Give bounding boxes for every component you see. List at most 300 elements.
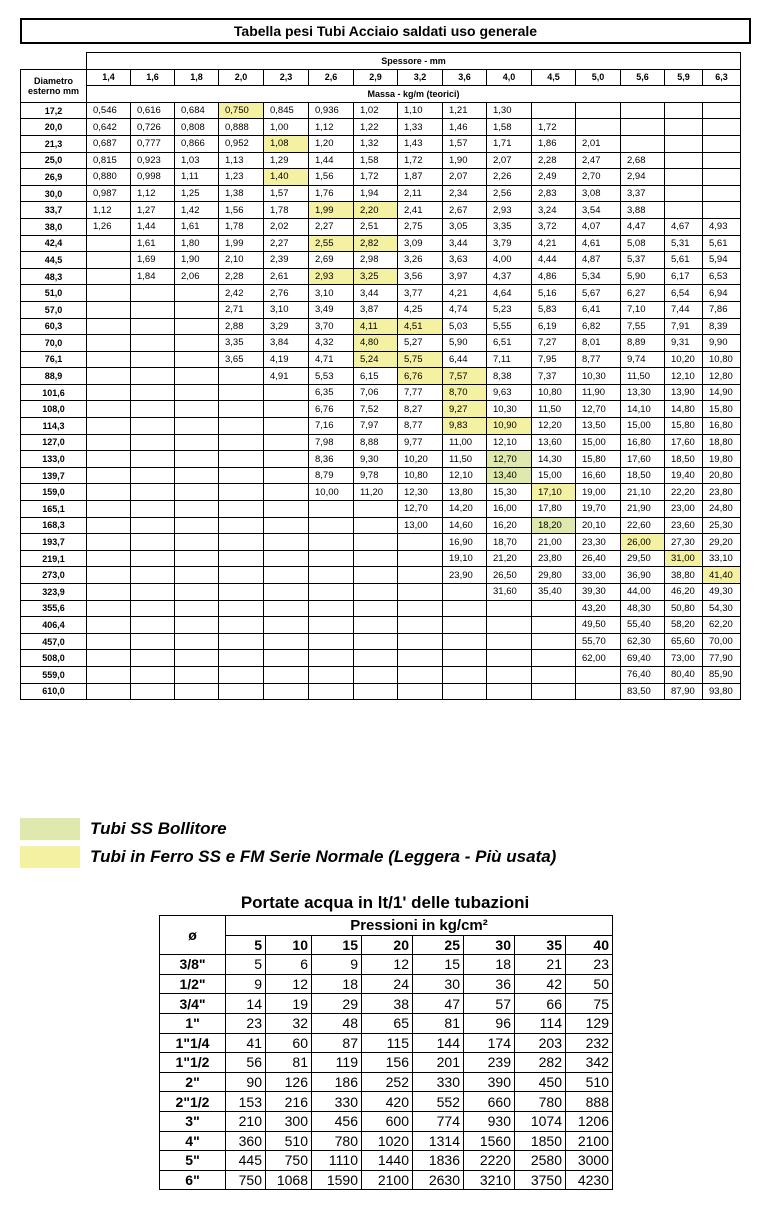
mass-cell: 3,77 (398, 285, 443, 302)
thickness-value: 1,4 (87, 69, 131, 86)
mass-cell: 3,05 (443, 218, 487, 235)
flow-cell: 1850 (515, 1131, 566, 1151)
table-row (21, 467, 741, 484)
mass-cell: 4,07 (576, 218, 621, 235)
mass-cell: 0,808 (175, 119, 219, 136)
pipe-size-cell: 1" (160, 1013, 226, 1033)
table-row (21, 218, 741, 235)
mass-cell: 7,11 (487, 351, 532, 368)
mass-cell (131, 401, 175, 418)
mass-cell: 7,06 (354, 384, 398, 401)
mass-cell: 5,03 (443, 318, 487, 335)
mass-cell: 14,10 (621, 401, 665, 418)
mass-cell (131, 351, 175, 368)
flow-cell: 18 (464, 955, 515, 975)
mass-cell: 2,34 (443, 185, 487, 202)
mass-cell: 0,936 (309, 102, 354, 119)
table-row (160, 994, 613, 1014)
mass-cell: 1,12 (87, 202, 131, 219)
mass-cell (576, 119, 621, 136)
mass-cell: 5,27 (398, 335, 443, 352)
mass-cell (219, 600, 264, 617)
weights-table-title: Tabella pesi Tubi Acciaio saldati uso generale (20, 18, 751, 44)
legend-item-serie-normale (20, 846, 556, 868)
mass-cell: 1,94 (354, 185, 398, 202)
mass-cell: 8,27 (398, 401, 443, 418)
mass-cell: 19,10 (443, 550, 487, 567)
table-row (21, 169, 741, 186)
mass-cell: 1,61 (131, 235, 175, 252)
mass-header: Massa - kg/m (teorici) (87, 86, 741, 103)
mass-cell: 13,30 (621, 384, 665, 401)
thickness-value: 3,6 (443, 69, 487, 86)
flow-cell: 1440 (362, 1151, 413, 1171)
mass-cell: 1,44 (309, 152, 354, 169)
mass-cell: 8,79 (309, 467, 354, 484)
mass-cell (264, 600, 309, 617)
mass-cell: 3,44 (443, 235, 487, 252)
table-row (21, 202, 741, 219)
mass-cell: 0,923 (131, 152, 175, 169)
mass-cell: 1,40 (264, 169, 309, 186)
mass-cell (487, 666, 532, 683)
mass-cell (264, 434, 309, 451)
flow-cell: 2100 (566, 1131, 613, 1151)
mass-cell: 0,845 (264, 102, 309, 119)
mass-cell: 76,40 (621, 666, 665, 683)
mass-cell (703, 119, 741, 136)
mass-cell: 7,55 (621, 318, 665, 335)
diameter-cell: 193,7 (21, 534, 87, 551)
mass-cell: 4,47 (621, 218, 665, 235)
mass-cell (131, 467, 175, 484)
mass-cell: 18,70 (487, 534, 532, 551)
mass-cell: 15,00 (621, 418, 665, 435)
table-row (21, 650, 741, 667)
mass-cell (398, 534, 443, 551)
table-row (21, 235, 741, 252)
mass-cell: 15,00 (532, 467, 576, 484)
mass-cell (87, 501, 131, 518)
mass-cell (87, 318, 131, 335)
mass-cell (175, 368, 219, 385)
flow-cell: 2580 (515, 1151, 566, 1171)
mass-cell: 4,00 (487, 252, 532, 269)
mass-cell (354, 584, 398, 601)
mass-cell (665, 119, 703, 136)
mass-cell: 2,70 (576, 169, 621, 186)
table-row (160, 1013, 613, 1033)
flow-cell: 1560 (464, 1131, 515, 1151)
mass-cell: 38,80 (665, 567, 703, 584)
mass-cell (219, 418, 264, 435)
mass-cell (175, 617, 219, 634)
table-row (160, 1111, 613, 1131)
mass-cell (219, 467, 264, 484)
mass-cell (354, 534, 398, 551)
mass-cell (87, 617, 131, 634)
flow-cell: 23 (566, 955, 613, 975)
mass-cell: 4,21 (443, 285, 487, 302)
mass-cell: 23,00 (665, 501, 703, 518)
mass-cell: 1,56 (309, 169, 354, 186)
mass-cell: 12,10 (665, 368, 703, 385)
mass-cell (131, 650, 175, 667)
mass-cell: 19,00 (576, 484, 621, 501)
mass-cell: 2,06 (175, 268, 219, 285)
mass-cell: 23,80 (532, 550, 576, 567)
mass-cell: 1,72 (398, 152, 443, 169)
mass-cell: 4,21 (532, 235, 576, 252)
mass-cell: 55,40 (621, 617, 665, 634)
mass-cell (532, 683, 576, 700)
corner-cell (21, 53, 87, 70)
diameter-cell: 168,3 (21, 517, 87, 534)
mass-cell (219, 434, 264, 451)
flow-cell: 21 (515, 955, 566, 975)
flow-cell: 24 (362, 974, 413, 994)
mass-cell: 0,684 (175, 102, 219, 119)
diameter-cell: 60,3 (21, 318, 87, 335)
mass-cell (219, 617, 264, 634)
flow-cell: 36 (464, 974, 515, 994)
flow-cell: 300 (266, 1111, 312, 1131)
flow-cell: 144 (413, 1033, 464, 1053)
mass-cell (87, 666, 131, 683)
table-row (160, 1131, 613, 1151)
mass-cell: 12,70 (487, 451, 532, 468)
flow-cell: 216 (266, 1092, 312, 1112)
mass-cell: 49,50 (576, 617, 621, 634)
mass-cell (398, 633, 443, 650)
table-row (21, 401, 741, 418)
mass-cell: 4,74 (443, 301, 487, 318)
mass-cell (175, 467, 219, 484)
diameter-header: Diametro esterno mm (21, 69, 87, 102)
thickness-value: 4,0 (487, 69, 532, 86)
mass-cell: 2,82 (354, 235, 398, 252)
mass-cell: 16,60 (576, 467, 621, 484)
flow-cell: 114 (515, 1013, 566, 1033)
mass-cell: 8,70 (443, 384, 487, 401)
pressure-values-row (160, 935, 613, 955)
flow-cell: 15 (413, 955, 464, 975)
mass-cell: 3,87 (354, 301, 398, 318)
mass-cell: 18,50 (621, 467, 665, 484)
mass-cell: 9,78 (354, 467, 398, 484)
mass-cell: 85,90 (703, 666, 741, 683)
mass-cell: 2,93 (309, 268, 354, 285)
mass-cell (219, 683, 264, 700)
flow-cell: 115 (362, 1033, 413, 1053)
flow-cell: 360 (226, 1131, 266, 1151)
diameter-cell: 610,0 (21, 683, 87, 700)
mass-cell: 29,80 (532, 567, 576, 584)
mass-cell: 5,24 (354, 351, 398, 368)
table-row (160, 974, 613, 994)
mass-cell: 24,80 (703, 501, 741, 518)
mass-cell (87, 235, 131, 252)
mass-cell: 3,72 (532, 218, 576, 235)
mass-cell (131, 301, 175, 318)
mass-cell (131, 683, 175, 700)
mass-cell: 1,29 (264, 152, 309, 169)
mass-cell: 0,815 (87, 152, 131, 169)
flow-cell: 390 (464, 1072, 515, 1092)
flow-cell: 510 (566, 1072, 613, 1092)
flow-cell: 660 (464, 1092, 515, 1112)
flow-cell: 57 (464, 994, 515, 1014)
mass-cell (398, 650, 443, 667)
mass-cell: 9,63 (487, 384, 532, 401)
mass-cell: 33,00 (576, 567, 621, 584)
mass-cell: 10,80 (398, 467, 443, 484)
mass-cell (264, 633, 309, 650)
thickness-value: 2,0 (219, 69, 264, 86)
flow-cell: 42 (515, 974, 566, 994)
mass-cell: 10,80 (532, 384, 576, 401)
mass-cell: 8,88 (354, 434, 398, 451)
mass-cell (487, 650, 532, 667)
mass-cell (219, 650, 264, 667)
mass-cell (219, 384, 264, 401)
mass-cell (175, 600, 219, 617)
thickness-header: Spessore - mm (87, 53, 741, 70)
mass-cell: 3,56 (398, 268, 443, 285)
mass-cell: 10,00 (309, 484, 354, 501)
flow-cell: 129 (566, 1013, 613, 1033)
mass-cell (703, 102, 741, 119)
flow-cell: 186 (312, 1072, 362, 1092)
mass-cell: 0,616 (131, 102, 175, 119)
mass-cell: 1,12 (309, 119, 354, 136)
mass-cell (219, 451, 264, 468)
mass-cell (665, 185, 703, 202)
thickness-value: 5,0 (576, 69, 621, 86)
legend-swatch-green (20, 818, 80, 840)
flow-cell: 450 (515, 1072, 566, 1092)
table-row (21, 451, 741, 468)
mass-cell: 18,50 (665, 451, 703, 468)
mass-cell (131, 318, 175, 335)
mass-cell (576, 683, 621, 700)
mass-cell: 15,00 (576, 434, 621, 451)
diameter-cell: 57,0 (21, 301, 87, 318)
flow-cell: 420 (362, 1092, 413, 1112)
mass-cell: 10,20 (398, 451, 443, 468)
mass-cell: 1,80 (175, 235, 219, 252)
mass-cell: 3,63 (443, 252, 487, 269)
mass-cell (309, 517, 354, 534)
mass-cell: 1,10 (398, 102, 443, 119)
mass-cell: 1,57 (264, 185, 309, 202)
mass-cell: 14,90 (703, 384, 741, 401)
mass-cell: 0,687 (87, 135, 131, 152)
mass-cell: 2,02 (264, 218, 309, 235)
table-row (160, 1170, 613, 1190)
mass-cell: 13,80 (443, 484, 487, 501)
mass-cell: 12,70 (398, 501, 443, 518)
mass-cell: 8,77 (576, 351, 621, 368)
diameter-cell: 508,0 (21, 650, 87, 667)
mass-cell (264, 401, 309, 418)
flow-cell: 1110 (312, 1151, 362, 1171)
mass-cell: 3,29 (264, 318, 309, 335)
mass-cell: 0,726 (131, 119, 175, 136)
mass-cell: 8,39 (703, 318, 741, 335)
mass-cell (131, 418, 175, 435)
mass-cell: 1,03 (175, 152, 219, 169)
legend-item-bollitore (20, 818, 227, 840)
mass-cell (703, 202, 741, 219)
mass-cell: 2,69 (309, 252, 354, 269)
mass-cell: 44,00 (621, 584, 665, 601)
mass-cell: 6,94 (703, 285, 741, 302)
mass-cell (175, 517, 219, 534)
mass-cell: 3,35 (487, 218, 532, 235)
mass-cell: 8,01 (576, 335, 621, 352)
table-row (21, 268, 741, 285)
mass-cell: 8,77 (398, 418, 443, 435)
flow-cell: 29 (312, 994, 362, 1014)
mass-cell: 3,79 (487, 235, 532, 252)
mass-cell: 1,22 (354, 119, 398, 136)
mass-cell: 65,60 (665, 633, 703, 650)
mass-cell (487, 600, 532, 617)
mass-cell: 17,60 (665, 434, 703, 451)
flow-cell: 126 (266, 1072, 312, 1092)
flow-cell: 4230 (566, 1170, 613, 1190)
mass-cell: 16,90 (443, 534, 487, 551)
diameter-cell: 17,2 (21, 102, 87, 119)
pipe-size-cell: 3/4" (160, 994, 226, 1014)
table-row (21, 517, 741, 534)
mass-cell: 7,95 (532, 351, 576, 368)
table-row (21, 534, 741, 551)
diameter-cell: 457,0 (21, 633, 87, 650)
mass-cell (219, 633, 264, 650)
mass-cell: 6,19 (532, 318, 576, 335)
mass-cell (131, 517, 175, 534)
mass-cell (443, 666, 487, 683)
flow-cell: 780 (312, 1131, 362, 1151)
flow-cell: 1020 (362, 1131, 413, 1151)
mass-cell (309, 584, 354, 601)
diameter-cell: 44,5 (21, 252, 87, 269)
table-row (21, 434, 741, 451)
flow-cell: 1074 (515, 1111, 566, 1131)
diameter-cell: 101,6 (21, 384, 87, 401)
table-row (21, 484, 741, 501)
diameter-cell: 355,6 (21, 600, 87, 617)
pipe-size-cell: 2"1/2 (160, 1092, 226, 1112)
mass-cell: 5,61 (703, 235, 741, 252)
mass-cell: 2,71 (219, 301, 264, 318)
mass-cell (219, 517, 264, 534)
mass-cell: 2,67 (443, 202, 487, 219)
flow-cell: 65 (362, 1013, 413, 1033)
mass-cell (175, 650, 219, 667)
mass-cell: 3,88 (621, 202, 665, 219)
mass-cell: 3,09 (398, 235, 443, 252)
mass-cell: 7,52 (354, 401, 398, 418)
thickness-value: 2,9 (354, 69, 398, 86)
mass-cell: 20,10 (576, 517, 621, 534)
mass-cell (309, 567, 354, 584)
flow-cell: 201 (413, 1053, 464, 1073)
mass-cell: 23,60 (665, 517, 703, 534)
mass-cell: 23,80 (703, 484, 741, 501)
mass-cell: 1,30 (487, 102, 532, 119)
diameter-cell: 70,0 (21, 335, 87, 352)
mass-cell (87, 467, 131, 484)
mass-cell: 5,37 (621, 252, 665, 269)
pressure-value: 40 (566, 935, 613, 955)
pressure-value: 15 (312, 935, 362, 955)
mass-cell: 5,90 (443, 335, 487, 352)
flow-cell: 510 (266, 1131, 312, 1151)
mass-cell: 2,83 (532, 185, 576, 202)
weights-header-row (21, 53, 741, 70)
mass-cell: 1,58 (354, 152, 398, 169)
mass-cell: 10,80 (703, 351, 741, 368)
diameter-cell: 108,0 (21, 401, 87, 418)
diameter-cell: 159,0 (21, 484, 87, 501)
table-row (21, 567, 741, 584)
mass-cell (703, 185, 741, 202)
pipe-size-cell: 3" (160, 1111, 226, 1131)
table-row (21, 368, 741, 385)
mass-cell: 12,10 (443, 467, 487, 484)
table-row (21, 418, 741, 435)
mass-cell: 5,90 (621, 268, 665, 285)
mass-cell: 7,16 (309, 418, 354, 435)
table-row (160, 1072, 613, 1092)
mass-cell: 21,90 (621, 501, 665, 518)
mass-cell: 0,750 (219, 102, 264, 119)
diameter-cell: 51,0 (21, 285, 87, 302)
mass-cell (398, 666, 443, 683)
mass-cell: 8,38 (487, 368, 532, 385)
mass-cell: 2,56 (487, 185, 532, 202)
mass-cell (175, 318, 219, 335)
mass-cell: 1,72 (532, 119, 576, 136)
mass-cell (398, 584, 443, 601)
mass-cell (131, 384, 175, 401)
mass-cell: 1,08 (264, 135, 309, 152)
mass-cell: 3,25 (354, 268, 398, 285)
mass-cell: 1,69 (131, 252, 175, 269)
flow-cell: 9 (226, 974, 266, 994)
mass-cell (621, 102, 665, 119)
mass-cell: 14,20 (443, 501, 487, 518)
mass-cell: 3,35 (219, 335, 264, 352)
mass-cell: 31,60 (487, 584, 532, 601)
mass-cell: 3,44 (354, 285, 398, 302)
mass-cell (175, 550, 219, 567)
mass-cell: 2,94 (621, 169, 665, 186)
mass-cell (219, 368, 264, 385)
mass-cell: 0,888 (219, 119, 264, 136)
flow-cell: 1068 (266, 1170, 312, 1190)
mass-cell (621, 119, 665, 136)
flow-cell: 56 (226, 1053, 266, 1073)
mass-cell: 1,27 (131, 202, 175, 219)
mass-cell (175, 351, 219, 368)
mass-cell: 19,40 (665, 467, 703, 484)
flow-cell: 156 (362, 1053, 413, 1073)
flow-cell: 445 (226, 1151, 266, 1171)
